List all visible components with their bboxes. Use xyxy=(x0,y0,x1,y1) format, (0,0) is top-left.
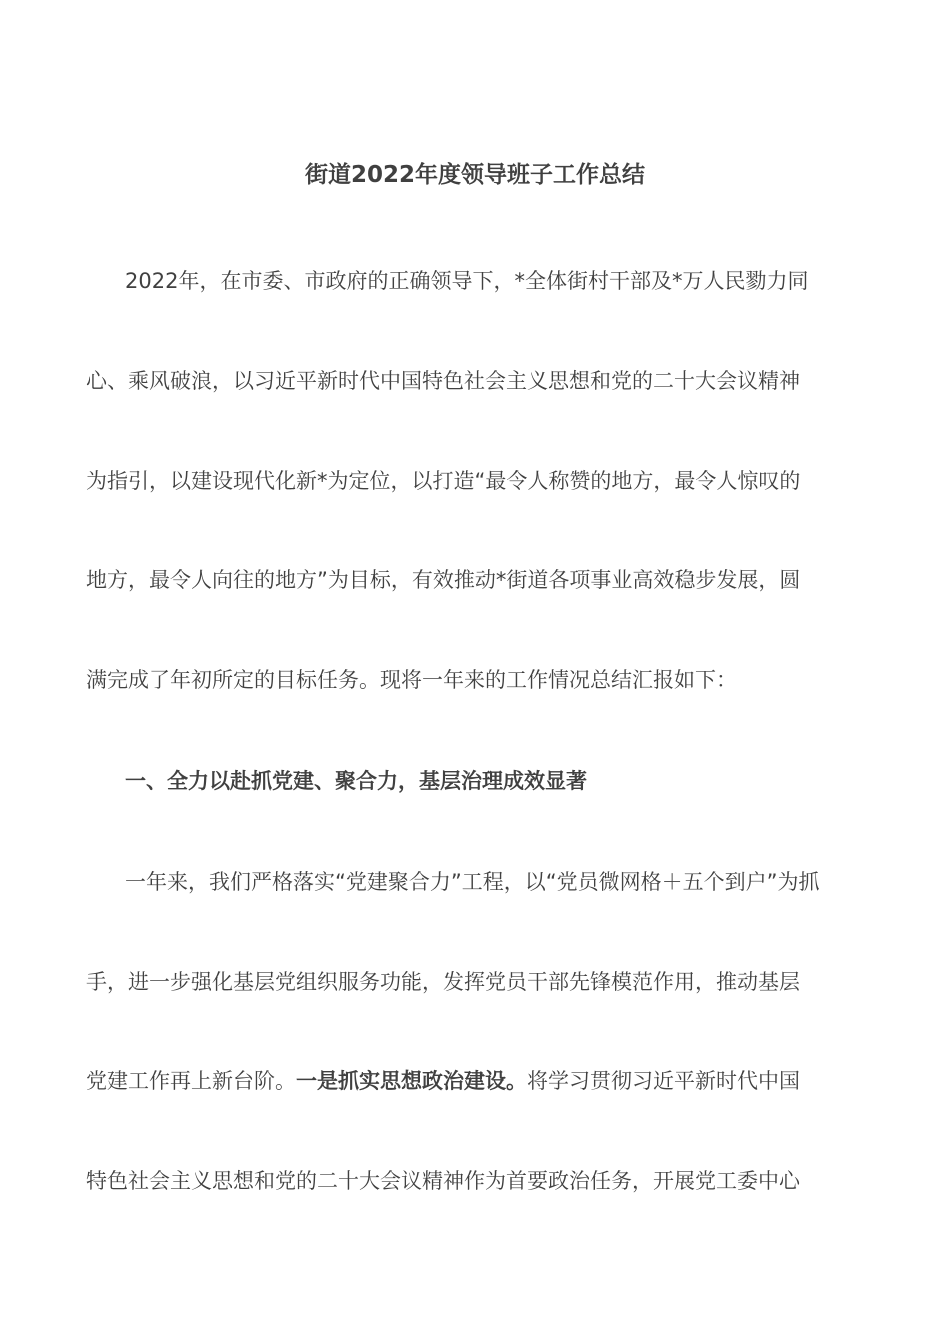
paragraph-line: 手，进一步强化基层党组织服务功能，发挥党员干部先锋模范作用，推动基层 xyxy=(86,970,800,994)
bold-subheading: 一是抓实思想政治建设。 xyxy=(296,1069,527,1093)
paragraph-line: 2022年，在市委、市政府的正确领导下，*全体街村干部及*万人民勠力同 xyxy=(125,269,809,293)
paragraph-line: 一年来，我们严格落实“党建聚合力”工程，以“党员微网格＋五个到户”为抓 xyxy=(125,870,820,894)
document-title: 街道2022年度领导班子工作总结 xyxy=(304,162,645,188)
paragraph-line: 为指引，以建设现代化新*为定位，以打造“最令人称赞的地方，最令人惊叹的 xyxy=(86,469,801,493)
paragraph-line: 心、乘风破浪，以习近平新时代中国特色社会主义思想和党的二十大会议精神 xyxy=(86,369,800,393)
paragraph-line: 地方，最令人向往的地方”为目标，有效推动*街道各项事业高效稳步发展，圆 xyxy=(86,568,801,592)
paragraph-line: 满完成了年初所定的目标任务。现将一年来的工作情况总结汇报如下： xyxy=(86,668,737,692)
paragraph-line xyxy=(86,1064,858,1098)
paragraph-text: 将学习贯彻习近平新时代中国 xyxy=(527,1069,800,1093)
section-heading: 一、全力以赴抓党建、聚合力，基层治理成效显著 xyxy=(125,769,587,793)
paragraph-text: 党建工作再上新台阶。 xyxy=(86,1069,296,1093)
paragraph-line: 特色社会主义思想和党的二十大会议精神作为首要政治任务，开展党工委中心 xyxy=(86,1169,800,1193)
